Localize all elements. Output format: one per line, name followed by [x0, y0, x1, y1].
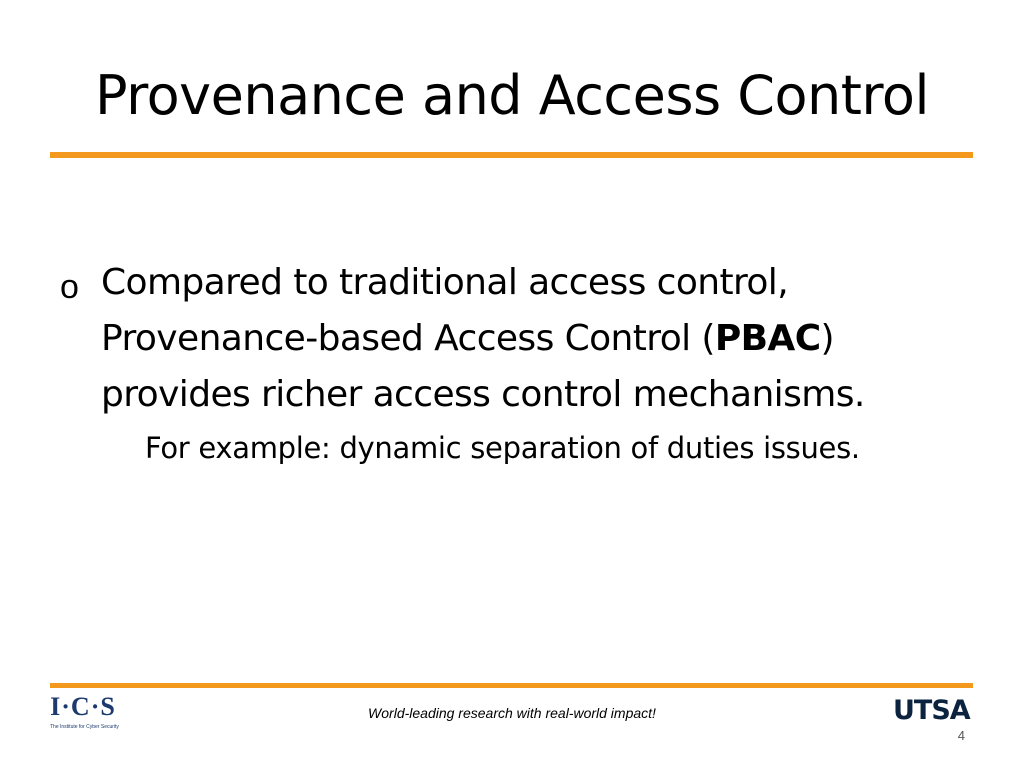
footer-tagline: World-leading research with real-world impact!: [368, 705, 656, 721]
bullet-text-after: ) provides richer access control mechanisms.: [101, 318, 865, 415]
page-number: 4: [957, 728, 965, 743]
bullet-text-bold: PBAC: [714, 318, 821, 359]
slide-title: Provenance and Access Control: [95, 64, 929, 127]
title-underline: [50, 152, 973, 158]
example-text: For example: dynamic separation of duties issues.: [145, 431, 860, 465]
bullet-marker: o: [60, 268, 79, 306]
bullet-text-before: Compared to traditional access control, Provenance-based Access Control (: [101, 262, 789, 359]
ics-logo-subtitle: The Institute for Cyber Security: [50, 724, 119, 730]
footer-divider: [50, 683, 973, 688]
bullet-text: [101, 255, 941, 423]
utsa-logo: UTSA: [893, 695, 970, 726]
ics-logo-letters: I·C·S: [50, 692, 116, 721]
